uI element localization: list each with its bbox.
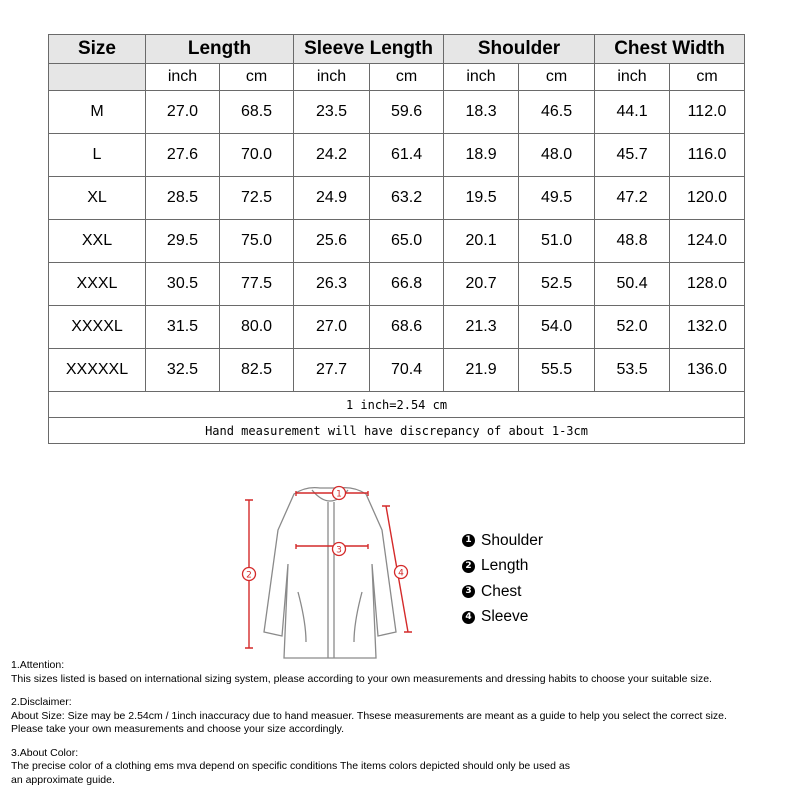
legend-label: Chest [481, 582, 522, 600]
size-cell: XL [49, 177, 146, 220]
measurement-cell: 29.5 [146, 220, 220, 263]
size-cell: XXXXL [49, 306, 146, 349]
measurement-cell: 59.6 [370, 91, 444, 134]
measurement-cell: 132.0 [670, 306, 745, 349]
measurement-cell: 52.0 [595, 306, 670, 349]
measurement-cell: 136.0 [670, 349, 745, 392]
measurement-cell: 27.6 [146, 134, 220, 177]
measurement-cell: 20.1 [444, 220, 519, 263]
number-1-icon: 1 [462, 534, 475, 547]
marker-4 [395, 566, 408, 579]
measurement-cell: 46.5 [519, 91, 595, 134]
measurement-cell: 26.3 [294, 263, 370, 306]
marker-label: 3 [336, 545, 342, 556]
measurement-cell: 23.5 [294, 91, 370, 134]
color-title: 3.About Color: [11, 746, 79, 759]
marker-2 [243, 568, 256, 581]
measurement-cell: 61.4 [370, 134, 444, 177]
table-row [49, 220, 745, 263]
number-4-icon: 4 [462, 611, 475, 624]
measurement-cell: 27.0 [146, 91, 220, 134]
size-header: Size [49, 35, 146, 64]
measurement-legend [462, 528, 543, 630]
measurement-cell: 31.5 [146, 306, 220, 349]
jacket-outline [264, 488, 396, 658]
discrepancy-note: Hand measurement will have discrepancy of about 1-3cm [49, 418, 745, 444]
disclaimer-text: Please take your own measurements and choose your size accordingly. [11, 723, 345, 735]
size-notes [11, 659, 796, 787]
measurement-cell: 54.0 [519, 306, 595, 349]
size-cell: XXXXXL [49, 349, 146, 392]
measurement-cell: 48.8 [595, 220, 670, 263]
measurement-cell: 28.5 [146, 177, 220, 220]
unit-cell: cm [220, 64, 294, 91]
legend-item-shoulder [462, 528, 543, 554]
attention-title: 1.Attention: [11, 659, 65, 671]
legend-label: Sleeve [481, 608, 529, 626]
measurement-cell: 50.4 [595, 263, 670, 306]
note-spacer [11, 737, 796, 747]
marker-label: 2 [246, 570, 252, 581]
size-cell: M [49, 91, 146, 134]
marker-3 [333, 543, 346, 556]
measurement-cell: 47.2 [595, 177, 670, 220]
attention-text: This sizes listed is based on international sizing system, please according to your own measurements and dressing habits to choose your suitable size. [11, 672, 712, 685]
disclaimer-title: 2.Disclaimer: [11, 696, 72, 708]
measurement-cell: 72.5 [220, 177, 294, 220]
color-text: an approximate guide. [11, 773, 115, 786]
table-row [49, 91, 745, 134]
unit-cell: cm [670, 64, 745, 91]
number-2-icon: 2 [462, 560, 475, 573]
measurement-cell: 48.0 [519, 134, 595, 177]
measurement-cell: 70.4 [370, 349, 444, 392]
marker-1 [333, 487, 346, 500]
measurement-cell: 52.5 [519, 263, 595, 306]
sleeve-length-header: Sleeve Length [294, 35, 444, 64]
marker-label: 4 [398, 568, 404, 579]
measurement-cell: 21.3 [444, 306, 519, 349]
conversion-note-row [49, 392, 745, 418]
measurement-cell: 68.6 [370, 306, 444, 349]
measurement-cell: 49.5 [519, 177, 595, 220]
table-row [49, 134, 745, 177]
shoulder-header: Shoulder [444, 35, 595, 64]
measurement-cell: 53.5 [595, 349, 670, 392]
measurement-cell: 63.2 [370, 177, 444, 220]
table-row [49, 263, 745, 306]
measurement-cell: 45.7 [595, 134, 670, 177]
size-cell: XXL [49, 220, 146, 263]
measurement-cell: 32.5 [146, 349, 220, 392]
measurement-cell: 116.0 [670, 134, 745, 177]
measurement-cell: 25.6 [294, 220, 370, 263]
unit-cell: inch [146, 64, 220, 91]
measurement-cell: 20.7 [444, 263, 519, 306]
length-header: Length [146, 35, 294, 64]
legend-item-length [462, 554, 543, 580]
measurement-cell: 27.0 [294, 306, 370, 349]
unit-row [49, 64, 745, 91]
table-row [49, 177, 745, 220]
measurement-cell: 24.2 [294, 134, 370, 177]
legend-item-chest [462, 579, 543, 605]
jacket-measurement-diagram [236, 472, 428, 664]
measurement-cell: 51.0 [519, 220, 595, 263]
legend-label: Length [481, 557, 529, 575]
unit-cell: cm [519, 64, 595, 91]
marker-label: 1 [336, 489, 342, 500]
measurement-cell: 30.5 [146, 263, 220, 306]
measurement-cell: 128.0 [670, 263, 745, 306]
table-row [49, 349, 745, 392]
measurement-cell: 75.0 [220, 220, 294, 263]
legend-item-sleeve [462, 605, 543, 631]
measurement-cell: 70.0 [220, 134, 294, 177]
chest-width-header: Chest Width [595, 35, 745, 64]
conversion-note: 1 inch=2.54 cm [49, 392, 745, 418]
header-row [49, 35, 745, 64]
unit-cell: inch [595, 64, 670, 91]
measurement-cell: 18.3 [444, 91, 519, 134]
measurement-cell: 80.0 [220, 306, 294, 349]
measurement-cell: 19.5 [444, 177, 519, 220]
unit-cell: cm [370, 64, 444, 91]
color-text: The precise color of a clothing ems mva depend on specific conditions The items colors depicted should only be used as [11, 760, 570, 772]
measurement-cell: 21.9 [444, 349, 519, 392]
note-spacer [11, 686, 796, 696]
measurement-cell: 55.5 [519, 349, 595, 392]
unit-cell: inch [294, 64, 370, 91]
legend-label: Shoulder [481, 531, 544, 549]
measurement-cell: 44.1 [595, 91, 670, 134]
measurement-cell: 27.7 [294, 349, 370, 392]
measurement-cell: 124.0 [670, 220, 745, 263]
disclaimer-text: About Size: Size may be 2.54cm / 1inch inaccuracy due to hand measuer. Thsese measurements are meant as a guide to help you select the correct size. [11, 709, 727, 722]
measurement-cell: 77.5 [220, 263, 294, 306]
measurement-cell: 65.0 [370, 220, 444, 263]
size-cell: L [49, 134, 146, 177]
measurement-cell: 18.9 [444, 134, 519, 177]
size-rows [49, 91, 745, 392]
measurement-cell: 82.5 [220, 349, 294, 392]
measurement-cell: 24.9 [294, 177, 370, 220]
size-chart-table [48, 34, 745, 444]
number-3-icon: 3 [462, 585, 475, 598]
measurement-cell: 66.8 [370, 263, 444, 306]
measurement-cell: 112.0 [670, 91, 745, 134]
measurement-cell: 68.5 [220, 91, 294, 134]
size-cell: XXXL [49, 263, 146, 306]
measurement-cell: 120.0 [670, 177, 745, 220]
discrepancy-note-row [49, 418, 745, 444]
unit-cell: inch [444, 64, 519, 91]
table-row [49, 306, 745, 349]
unit-cell-blank [49, 64, 146, 91]
